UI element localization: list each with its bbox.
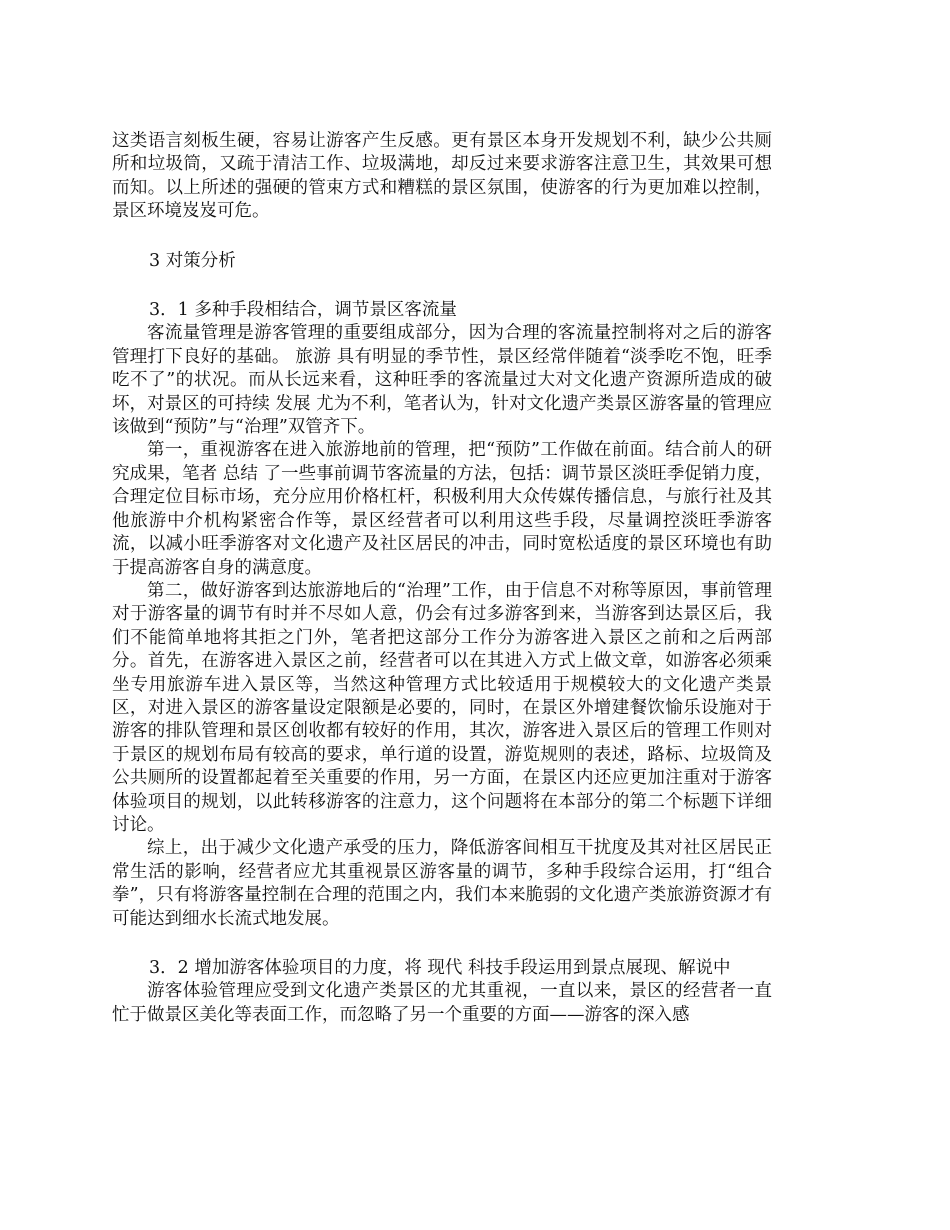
intro-paragraph: 这类语言刻板生硬，容易让游客产生反感。更有景区本身开发规划不利，缺少公共厕所和垃圾筒，又疏于清洁工作、垃圾满地，却反过来要求游客注意卫生，其效果可想而知。以上所述的强硬的管束方式和糟糕的景区氛围，使游客的行为更加难以控制，景区环境岌岌可危。 <box>112 131 772 222</box>
section-heading-3: 3 对策分析 <box>149 250 236 271</box>
body-paragraph-3: 第二，做好游客到达旅游地后的“治理”工作，由于信息不对称等原因，事前管理对于游客量的调节有时并不尽如人意，仍会有过多游客到来，当游客到达景区后，我们不能简单地将其拒之门外，笔者把这部分工作分为游客进入景区之前和之后两部分。首先，在游客进入景区之前，经营者可以在其进入方式上做文章，如游客必须乘坐专用旅游车进入景区等，当然这种管理方式比较适用于规模较大的文化遗产类景区，对进入景区的游客量设定限额是必要的，同时，在景区外增建餐饮愉乐设施对于游客的排队管理和景区创收都有较好的作用，其次，游客进入景区后的管理工作则对于景区的规划布局有较高的要求，单行道的设置，游览规则的表述，路标、垃圾筒及公共厕所的设置都起着至关重要的作用，另一方面，在景区内还应更加注重对于游客体验项目的规划，以此转移游客的注意力，这个问题将在本部分的第二个标题下详细讨论。 <box>112 580 772 835</box>
spacer <box>112 931 772 957</box>
section-heading-3-2: 3．2 增加游客体验项目的力度，将 现代 科技手段运用到景点展现、解说中 <box>149 958 731 978</box>
spacer <box>112 224 772 250</box>
section-heading-3-1: 3．1 多种手段相结合，调节景区客流量 <box>149 300 457 321</box>
spacer <box>112 273 772 299</box>
document-page <box>112 130 772 1027</box>
body-paragraph-1: 客流量管理是游客管理的重要组成部分，因为合理的客流量控制将对之后的游客管理打下良好的基础。 旅游 具有明显的季节性，景区经常伴随着“淡季吃不饱，旺季吃不了”的状况。而从长远来看，这种旺季的客流量过大对文化遗产资源所造成的破坏，对景区的可持续 发展 尤为不利，笔者认为，针对文化遗产类景区游客量的管理应该做到“预防”与“治理”双管齐下。 <box>112 323 772 438</box>
body-paragraph-5: 游客体验管理应受到文化遗产类景区的尤其重视，一直以来，景区的经营者一直忙于做景区美化等表面工作，而忽略了另一个重要的方面——游客的深入感 <box>112 981 772 1025</box>
body-paragraph-4: 综上，出于减少文化遗产承受的压力，降低游客间相互干扰度及其对社区居民正常生活的影响，经营者应尤其重视景区游客量的调节，多种手段综合运用，打“组合拳”，只有将游客量控制在合理的范围之内，我们本来脆弱的文化遗产类旅游资源才有可能达到细水长流式地发展。 <box>112 838 772 929</box>
body-paragraph-2: 第一，重视游客在进入旅游地前的管理，把“预防”工作做在前面。结合前人的研究成果，笔者 总结 了一些事前调节客流量的方法，包括：调节景区淡旺季促销力度，合理定位目标市场，充分应用价格杠杆，积极利用大众传媒传播信息，与旅行社及其他旅游中介机构紧密合作等，景区经营者可以利用这些手段，尽量调控淡旺季游客流，以减小旺季游客对文化遗产及社区居民的冲击，同时宽松适度的景区环境也有助于提高游客自身的满意度。 <box>112 440 772 578</box>
